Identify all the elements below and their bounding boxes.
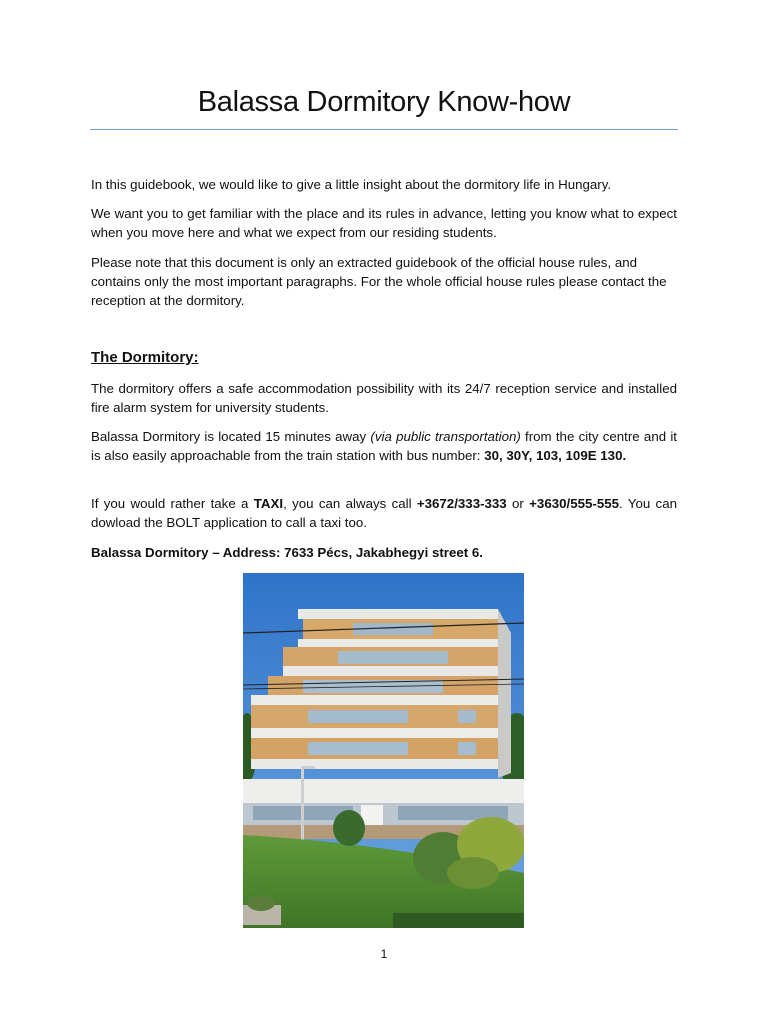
dormitory-paragraph-2 [91, 427, 677, 465]
taxi-text-2: , you can always call [283, 496, 417, 511]
location-text-2: from the city centre and it is also easily approachable from the train station with bus number: [91, 429, 677, 463]
section-heading: The Dormitory: [91, 349, 199, 366]
location-text-1: Balassa Dormitory is located 15 minutes away [91, 429, 371, 444]
taxi-phone-2: +3630/555-555 [529, 496, 620, 511]
dormitory-paragraph-3 [91, 494, 677, 532]
dormitory-paragraph-1: The dormitory offers a safe accommodation possibility with its 24/7 reception service and installed fire alarm system for university students. [91, 381, 677, 415]
title-underline [90, 129, 678, 130]
page-number: 1 [380, 947, 388, 961]
intro-paragraph-3: Please note that this document is only an extracted guidebook of the official house rules, and contains only the most important paragraphs. For the whole official house rules please contact the reception at the dormitory. [91, 255, 667, 308]
document-title: Balassa Dormitory Know-how [197, 86, 571, 118]
taxi-text-3: or [506, 496, 530, 511]
transport-note: (via public transportation) [370, 429, 521, 444]
intro-paragraph-1: In this guidebook, we would like to give a little insight about the dormitory life in Hungary. [91, 177, 612, 192]
bus-numbers: 30, 30Y, 103, 109E 130. [484, 448, 627, 463]
taxi-label: TAXI [253, 496, 284, 511]
dormitory-address: Balassa Dormitory – Address: 7633 Pécs, Jakabhegyi street 6. [91, 545, 483, 560]
taxi-text-4: . You can dowload the BOLT application to call a taxi too. [91, 496, 677, 530]
taxi-text-1: If you would rather take a [91, 496, 254, 511]
intro-paragraph-2: We want you to get familiar with the place and its rules in advance, letting you know what to expect when you move here and what we expect from our residing students. [91, 206, 677, 240]
dormitory-building-photo [243, 573, 524, 928]
taxi-phone-1: +3672/333-333 [416, 496, 507, 511]
